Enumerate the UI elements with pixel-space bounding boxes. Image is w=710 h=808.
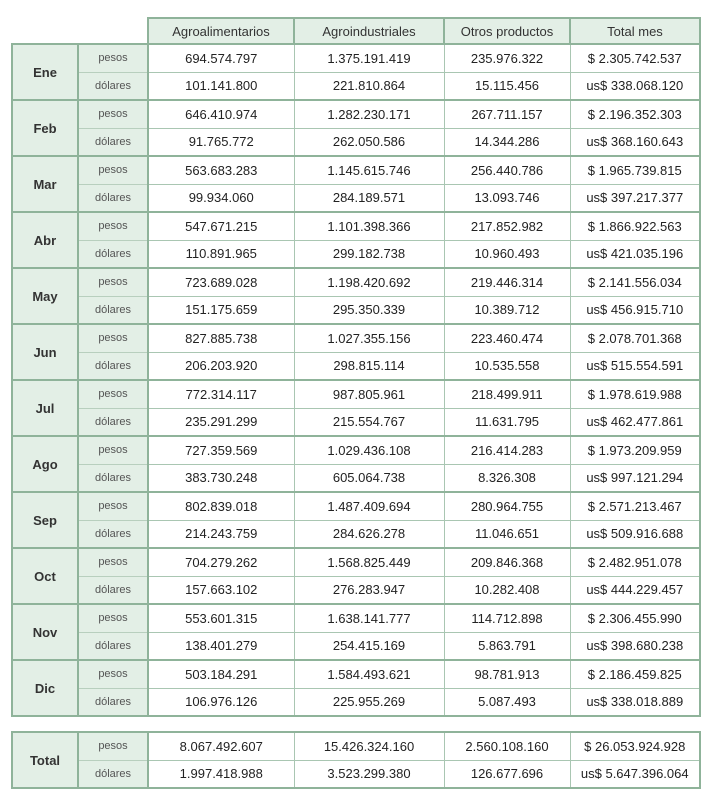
cell-pesos-agroalimentarios: 827.885.738 xyxy=(148,324,294,352)
cell-pesos-agroalimentarios: 503.184.291 xyxy=(148,660,294,688)
cell-pesos-agroalimentarios: 553.601.315 xyxy=(148,604,294,632)
cell-dolares-agroindustriales: 276.283.947 xyxy=(294,576,444,604)
total-table xyxy=(11,731,701,789)
cell-pesos-otros: 216.414.283 xyxy=(444,436,570,464)
cell-dolares-agroindustriales: 225.955.269 xyxy=(294,688,444,716)
month-label: Oct xyxy=(12,548,78,604)
cell-pesos-agroindustriales: 1.145.615.746 xyxy=(294,156,444,184)
unit-label: pesos xyxy=(78,380,148,408)
month-row-dolares xyxy=(12,296,700,324)
cell-dolares-otros: 5.863.791 xyxy=(444,632,570,660)
unit-label: dólares xyxy=(78,632,148,660)
month-row-dolares xyxy=(12,352,700,380)
month-row-dolares xyxy=(12,688,700,716)
cell-dolares-total: us$ 509.916.688 xyxy=(570,520,700,548)
month-row-pesos xyxy=(12,492,700,520)
cell-pesos-otros: 256.440.786 xyxy=(444,156,570,184)
cell-pesos-agroalimentarios: 694.574.797 xyxy=(148,44,294,72)
total-dolares-row xyxy=(12,760,700,788)
cell-pesos-agroindustriales: 1.282.230.171 xyxy=(294,100,444,128)
cell-pesos-total: $ 1.965.739.815 xyxy=(570,156,700,184)
unit-label: dólares xyxy=(78,760,148,788)
cell-pesos-total: $ 1.973.209.959 xyxy=(570,436,700,464)
cell-dolares-agroalimentarios: 383.730.248 xyxy=(148,464,294,492)
cell-dolares-otros: 11.046.651 xyxy=(444,520,570,548)
cell-pesos-total: $ 2.141.556.034 xyxy=(570,268,700,296)
unit-label: pesos xyxy=(78,492,148,520)
total-dolares-otros: 126.677.696 xyxy=(444,760,570,788)
cell-pesos-otros: 223.460.474 xyxy=(444,324,570,352)
month-row-pesos xyxy=(12,268,700,296)
month-row-dolares xyxy=(12,464,700,492)
cell-dolares-otros: 10.389.712 xyxy=(444,296,570,324)
unit-label: pesos xyxy=(78,660,148,688)
month-row-pesos xyxy=(12,436,700,464)
cell-dolares-agroindustriales: 605.064.738 xyxy=(294,464,444,492)
header-total-mes: Total mes xyxy=(570,18,700,44)
header-agroindustriales: Agroindustriales xyxy=(294,18,444,44)
cell-pesos-total: $ 2.196.352.303 xyxy=(570,100,700,128)
unit-label: pesos xyxy=(78,212,148,240)
cell-dolares-agroindustriales: 295.350.339 xyxy=(294,296,444,324)
unit-label: dólares xyxy=(78,128,148,156)
cell-pesos-agroindustriales: 1.568.825.449 xyxy=(294,548,444,576)
cell-dolares-total: us$ 997.121.294 xyxy=(570,464,700,492)
cell-pesos-total: $ 1.978.619.988 xyxy=(570,380,700,408)
unit-label: pesos xyxy=(78,604,148,632)
unit-label: dólares xyxy=(78,240,148,268)
cell-dolares-total: us$ 397.217.377 xyxy=(570,184,700,212)
cell-dolares-otros: 15.115.456 xyxy=(444,72,570,100)
cell-dolares-agroindustriales: 284.626.278 xyxy=(294,520,444,548)
unit-label: dólares xyxy=(78,296,148,324)
month-row-pesos xyxy=(12,44,700,72)
month-row-dolares xyxy=(12,520,700,548)
cell-pesos-agroalimentarios: 727.359.569 xyxy=(148,436,294,464)
total-pesos-agroindustriales: 15.426.324.160 xyxy=(294,732,444,760)
cell-dolares-otros: 11.631.795 xyxy=(444,408,570,436)
monthly-exports-table xyxy=(11,17,701,717)
month-row-pesos xyxy=(12,100,700,128)
month-label: Feb xyxy=(12,100,78,156)
cell-pesos-agroindustriales: 1.029.436.108 xyxy=(294,436,444,464)
month-label: May xyxy=(12,268,78,324)
header-spacer xyxy=(12,18,148,44)
cell-dolares-otros: 8.326.308 xyxy=(444,464,570,492)
cell-pesos-total: $ 1.866.922.563 xyxy=(570,212,700,240)
cell-dolares-agroalimentarios: 157.663.102 xyxy=(148,576,294,604)
cell-pesos-agroalimentarios: 802.839.018 xyxy=(148,492,294,520)
cell-dolares-otros: 14.344.286 xyxy=(444,128,570,156)
unit-label: pesos xyxy=(78,268,148,296)
cell-pesos-otros: 114.712.898 xyxy=(444,604,570,632)
total-label: Total xyxy=(12,732,78,788)
month-label: Ago xyxy=(12,436,78,492)
month-label: Jul xyxy=(12,380,78,436)
cell-dolares-agroalimentarios: 110.891.965 xyxy=(148,240,294,268)
unit-label: dólares xyxy=(78,72,148,100)
month-row-dolares xyxy=(12,408,700,436)
month-row-dolares xyxy=(12,632,700,660)
month-row-dolares xyxy=(12,240,700,268)
cell-dolares-otros: 10.960.493 xyxy=(444,240,570,268)
cell-dolares-total: us$ 421.035.196 xyxy=(570,240,700,268)
cell-pesos-agroindustriales: 1.198.420.692 xyxy=(294,268,444,296)
unit-label: pesos xyxy=(78,436,148,464)
month-row-pesos xyxy=(12,604,700,632)
cell-pesos-total: $ 2.482.951.078 xyxy=(570,548,700,576)
cell-dolares-agroalimentarios: 206.203.920 xyxy=(148,352,294,380)
unit-label: dólares xyxy=(78,464,148,492)
unit-label: pesos xyxy=(78,100,148,128)
total-dolares-total: us$ 5.647.396.064 xyxy=(570,760,700,788)
header-agroalimentarios: Agroalimentarios xyxy=(148,18,294,44)
total-dolares-agroalimentarios: 1.997.418.988 xyxy=(148,760,294,788)
cell-dolares-total: us$ 515.554.591 xyxy=(570,352,700,380)
unit-label: dólares xyxy=(78,576,148,604)
cell-dolares-agroindustriales: 284.189.571 xyxy=(294,184,444,212)
cell-pesos-otros: 217.852.982 xyxy=(444,212,570,240)
total-pesos-row xyxy=(12,732,700,760)
unit-label: dólares xyxy=(78,520,148,548)
month-row-pesos xyxy=(12,380,700,408)
month-label: Ene xyxy=(12,44,78,100)
unit-label: pesos xyxy=(78,732,148,760)
month-row-dolares xyxy=(12,184,700,212)
month-label: Dic xyxy=(12,660,78,716)
cell-dolares-total: us$ 338.018.889 xyxy=(570,688,700,716)
cell-dolares-otros: 10.282.408 xyxy=(444,576,570,604)
cell-dolares-agroalimentarios: 214.243.759 xyxy=(148,520,294,548)
header-row xyxy=(12,18,700,44)
total-dolares-agroindustriales: 3.523.299.380 xyxy=(294,760,444,788)
cell-pesos-total: $ 2.306.455.990 xyxy=(570,604,700,632)
header-otros-productos: Otros productos xyxy=(444,18,570,44)
month-row-dolares xyxy=(12,576,700,604)
total-pesos-agroalimentarios: 8.067.492.607 xyxy=(148,732,294,760)
unit-label: pesos xyxy=(78,44,148,72)
cell-pesos-otros: 235.976.322 xyxy=(444,44,570,72)
months-body xyxy=(12,44,700,716)
cell-dolares-agroindustriales: 215.554.767 xyxy=(294,408,444,436)
month-row-pesos xyxy=(12,156,700,184)
cell-dolares-otros: 10.535.558 xyxy=(444,352,570,380)
cell-pesos-total: $ 2.186.459.825 xyxy=(570,660,700,688)
cell-dolares-agroalimentarios: 138.401.279 xyxy=(148,632,294,660)
month-row-pesos xyxy=(12,324,700,352)
cell-dolares-total: us$ 456.915.710 xyxy=(570,296,700,324)
month-label: Abr xyxy=(12,212,78,268)
cell-dolares-total: us$ 398.680.238 xyxy=(570,632,700,660)
cell-dolares-agroalimentarios: 99.934.060 xyxy=(148,184,294,212)
cell-pesos-agroindustriales: 1.375.191.419 xyxy=(294,44,444,72)
unit-label: dólares xyxy=(78,408,148,436)
cell-pesos-agroindustriales: 1.584.493.621 xyxy=(294,660,444,688)
month-row-pesos xyxy=(12,548,700,576)
cell-dolares-agroindustriales: 298.815.114 xyxy=(294,352,444,380)
unit-label: dólares xyxy=(78,688,148,716)
unit-label: dólares xyxy=(78,352,148,380)
cell-dolares-total: us$ 444.229.457 xyxy=(570,576,700,604)
total-pesos-total: $ 26.053.924.928 xyxy=(570,732,700,760)
cell-dolares-agroindustriales: 299.182.738 xyxy=(294,240,444,268)
month-row-pesos xyxy=(12,212,700,240)
cell-dolares-total: us$ 462.477.861 xyxy=(570,408,700,436)
cell-pesos-agroalimentarios: 772.314.117 xyxy=(148,380,294,408)
cell-dolares-agroindustriales: 262.050.586 xyxy=(294,128,444,156)
cell-pesos-total: $ 2.305.742.537 xyxy=(570,44,700,72)
cell-pesos-agroalimentarios: 704.279.262 xyxy=(148,548,294,576)
month-label: Nov xyxy=(12,604,78,660)
cell-pesos-total: $ 2.571.213.467 xyxy=(570,492,700,520)
unit-label: dólares xyxy=(78,184,148,212)
cell-pesos-otros: 280.964.755 xyxy=(444,492,570,520)
cell-pesos-agroindustriales: 1.638.141.777 xyxy=(294,604,444,632)
cell-pesos-agroindustriales: 1.487.409.694 xyxy=(294,492,444,520)
cell-pesos-otros: 209.846.368 xyxy=(444,548,570,576)
unit-label: pesos xyxy=(78,324,148,352)
cell-pesos-otros: 219.446.314 xyxy=(444,268,570,296)
cell-dolares-agroalimentarios: 106.976.126 xyxy=(148,688,294,716)
cell-pesos-agroindustriales: 1.101.398.366 xyxy=(294,212,444,240)
month-row-pesos xyxy=(12,660,700,688)
cell-pesos-otros: 267.711.157 xyxy=(444,100,570,128)
cell-dolares-otros: 13.093.746 xyxy=(444,184,570,212)
cell-dolares-total: us$ 338.068.120 xyxy=(570,72,700,100)
month-label: Sep xyxy=(12,492,78,548)
cell-pesos-otros: 98.781.913 xyxy=(444,660,570,688)
cell-dolares-agroindustriales: 221.810.864 xyxy=(294,72,444,100)
cell-dolares-total: us$ 368.160.643 xyxy=(570,128,700,156)
cell-dolares-agroalimentarios: 91.765.772 xyxy=(148,128,294,156)
cell-dolares-otros: 5.087.493 xyxy=(444,688,570,716)
month-row-dolares xyxy=(12,128,700,156)
cell-pesos-total: $ 2.078.701.368 xyxy=(570,324,700,352)
cell-pesos-otros: 218.499.911 xyxy=(444,380,570,408)
month-label: Mar xyxy=(12,156,78,212)
cell-dolares-agroalimentarios: 235.291.299 xyxy=(148,408,294,436)
cell-pesos-agroalimentarios: 723.689.028 xyxy=(148,268,294,296)
month-label: Jun xyxy=(12,324,78,380)
month-row-dolares xyxy=(12,72,700,100)
cell-pesos-agroalimentarios: 547.671.215 xyxy=(148,212,294,240)
cell-dolares-agroalimentarios: 101.141.800 xyxy=(148,72,294,100)
unit-label: pesos xyxy=(78,548,148,576)
cell-pesos-agroalimentarios: 646.410.974 xyxy=(148,100,294,128)
cell-pesos-agroalimentarios: 563.683.283 xyxy=(148,156,294,184)
total-pesos-otros: 2.560.108.160 xyxy=(444,732,570,760)
cell-dolares-agroalimentarios: 151.175.659 xyxy=(148,296,294,324)
unit-label: pesos xyxy=(78,156,148,184)
cell-dolares-agroindustriales: 254.415.169 xyxy=(294,632,444,660)
cell-pesos-agroindustriales: 987.805.961 xyxy=(294,380,444,408)
cell-pesos-agroindustriales: 1.027.355.156 xyxy=(294,324,444,352)
